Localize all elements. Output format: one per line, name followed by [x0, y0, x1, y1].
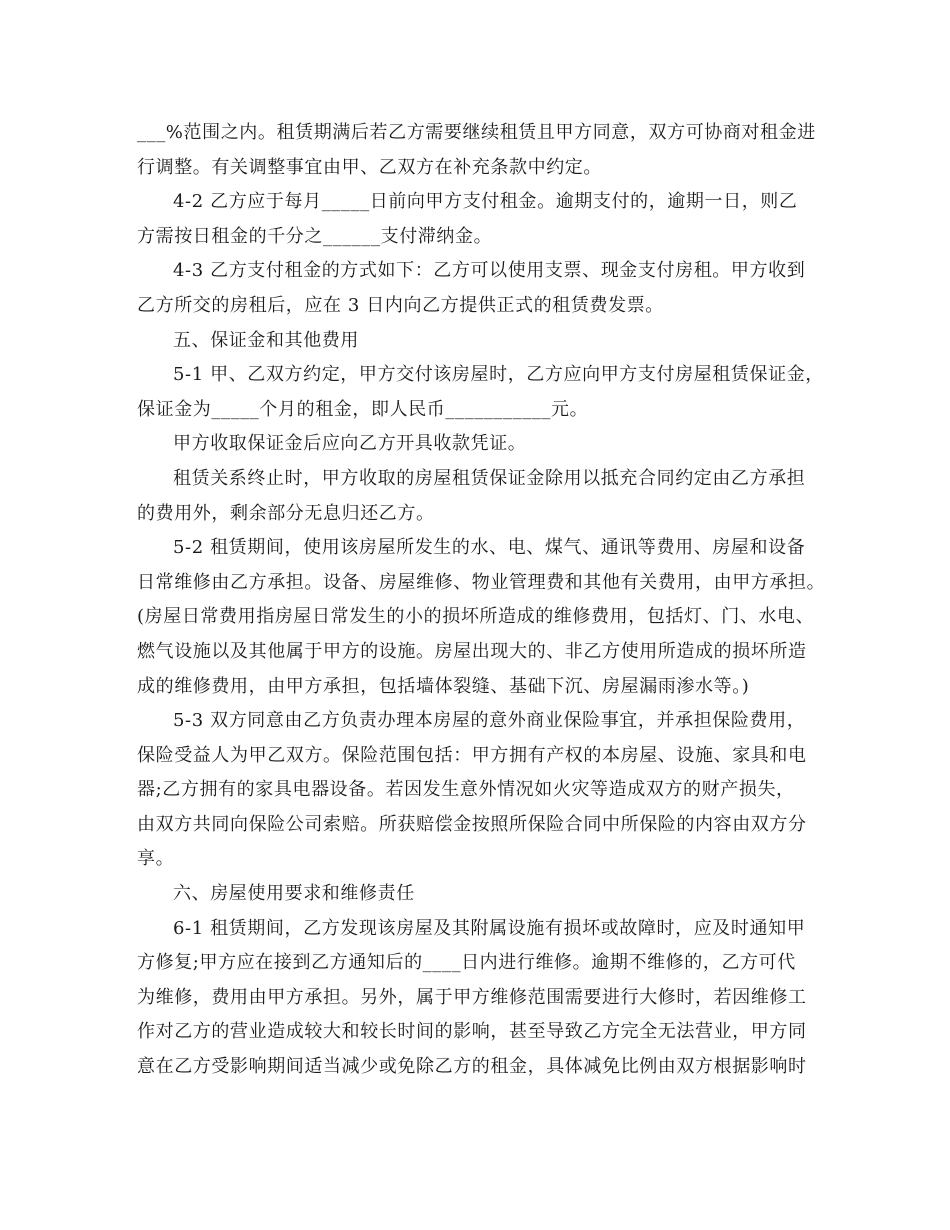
- text-line: 方修复;甲方应在接到乙方通知后的____日内进行维修。逾期不维修的，乙方可代: [137, 952, 796, 974]
- clause-5-1: [137, 358, 827, 427]
- text-line: 4-3 乙方支付租金的方式如下：乙方可以使用支票、现金支付房租。甲方收到: [173, 260, 806, 282]
- clause-5-3: [137, 704, 827, 877]
- text-line: 甲方收取保证金后应向乙方开具收款凭证。: [173, 433, 527, 455]
- text-line: 租赁关系终止时，甲方收取的房屋租赁保证金除用以抵充合同约定由乙方承担: [173, 467, 806, 489]
- text-line: 为维修，费用由甲方承担。另外，属于甲方维修范围需要进行大修时，若因维修工: [137, 986, 807, 1008]
- text-line: 成的维修费用，由甲方承担，包括墙体裂缝、基础下沉、房屋漏雨渗水等。): [137, 675, 750, 697]
- text-line: 日常维修由乙方承担。设备、房屋维修、物业管理费和其他有关费用，由甲方承担。: [137, 571, 826, 593]
- text-line: 意在乙方受影响期间适当减少或免除乙方的租金，具体减免比例由双方根据影响时: [137, 1056, 807, 1078]
- section-title: 五、保证金和其他费用: [173, 329, 359, 351]
- section-heading-6: [137, 877, 827, 912]
- document-body: [137, 116, 827, 1085]
- clause-4-3: [137, 254, 827, 323]
- text-line: 5-2 租赁期间，使用该房屋所发生的水、电、煤气、通讯等费用、房屋和设备: [173, 537, 806, 559]
- text-line: 享。: [137, 848, 175, 870]
- text-line: 方需按日租金的千分之______支付滞纳金。: [137, 225, 493, 247]
- text-line: 5-1 甲、乙双方约定，甲方交付该房屋时，乙方应向甲方支付房屋租赁保证金，: [173, 364, 824, 386]
- text-line: 作对乙方的营业造成较大和较长时间的影响，甚至导致乙方完全无法营业，甲方同: [137, 1021, 807, 1043]
- text-line: 乙方所交的房租后，应在 3 日内向乙方提供正式的租赁费发票。: [137, 294, 664, 316]
- text-line: 器;乙方拥有的家具电器设备。若因发生意外情况如火灾等造成双方的财产损失，: [137, 779, 795, 801]
- paragraph-rent-range: [137, 116, 827, 185]
- text-line: 由双方共同向保险公司索赔。所获赔偿金按照所保险合同中所保险的内容由双方分: [137, 813, 807, 835]
- text-line: 4-2 乙方应于每月_____日前向甲方支付租金。逾期支付的，逾期一日，则乙: [173, 191, 798, 213]
- text-line: 保险受益人为甲乙双方。保险范围包括：甲方拥有产权的本房屋、设施、家具和电: [137, 744, 807, 766]
- text-line: (房屋日常费用指房屋日常发生的小的损坏所造成的维修费用，包括灯、门、水电、: [137, 606, 815, 628]
- clause-4-2: [137, 185, 827, 254]
- text-line: 行调整。有关调整事宜由甲、乙双方在补充条款中约定。: [137, 156, 602, 178]
- text-line: 6-1 租赁期间，乙方发现该房屋及其附属设施有损坏或故障时，应及时通知甲: [173, 917, 806, 939]
- text-line: 的费用外，剩余部分无息归还乙方。: [137, 502, 435, 524]
- text-line: 5-3 双方同意由乙方负责办理本房屋的意外商业保险事宜，并承担保险费用，: [173, 710, 806, 732]
- section-heading-5: [137, 324, 827, 359]
- section-title: 六、房屋使用要求和维修责任: [173, 883, 415, 905]
- clause-5-1-receipt: [137, 427, 827, 462]
- text-line: 燃气设施以及其他属于甲方的设施。房屋出现大的、非乙方使用所造成的损坏所造: [137, 640, 807, 662]
- clause-5-1-termination: [137, 462, 827, 531]
- text-line: ___%范围之内。租赁期满后若乙方需要继续租赁且甲方同意，双方可协商对租金进: [137, 122, 816, 143]
- clause-5-2: [137, 531, 827, 704]
- clause-6-1: [137, 912, 827, 1085]
- text-line: 保证金为_____个月的租金，即人民币___________元。: [137, 398, 589, 420]
